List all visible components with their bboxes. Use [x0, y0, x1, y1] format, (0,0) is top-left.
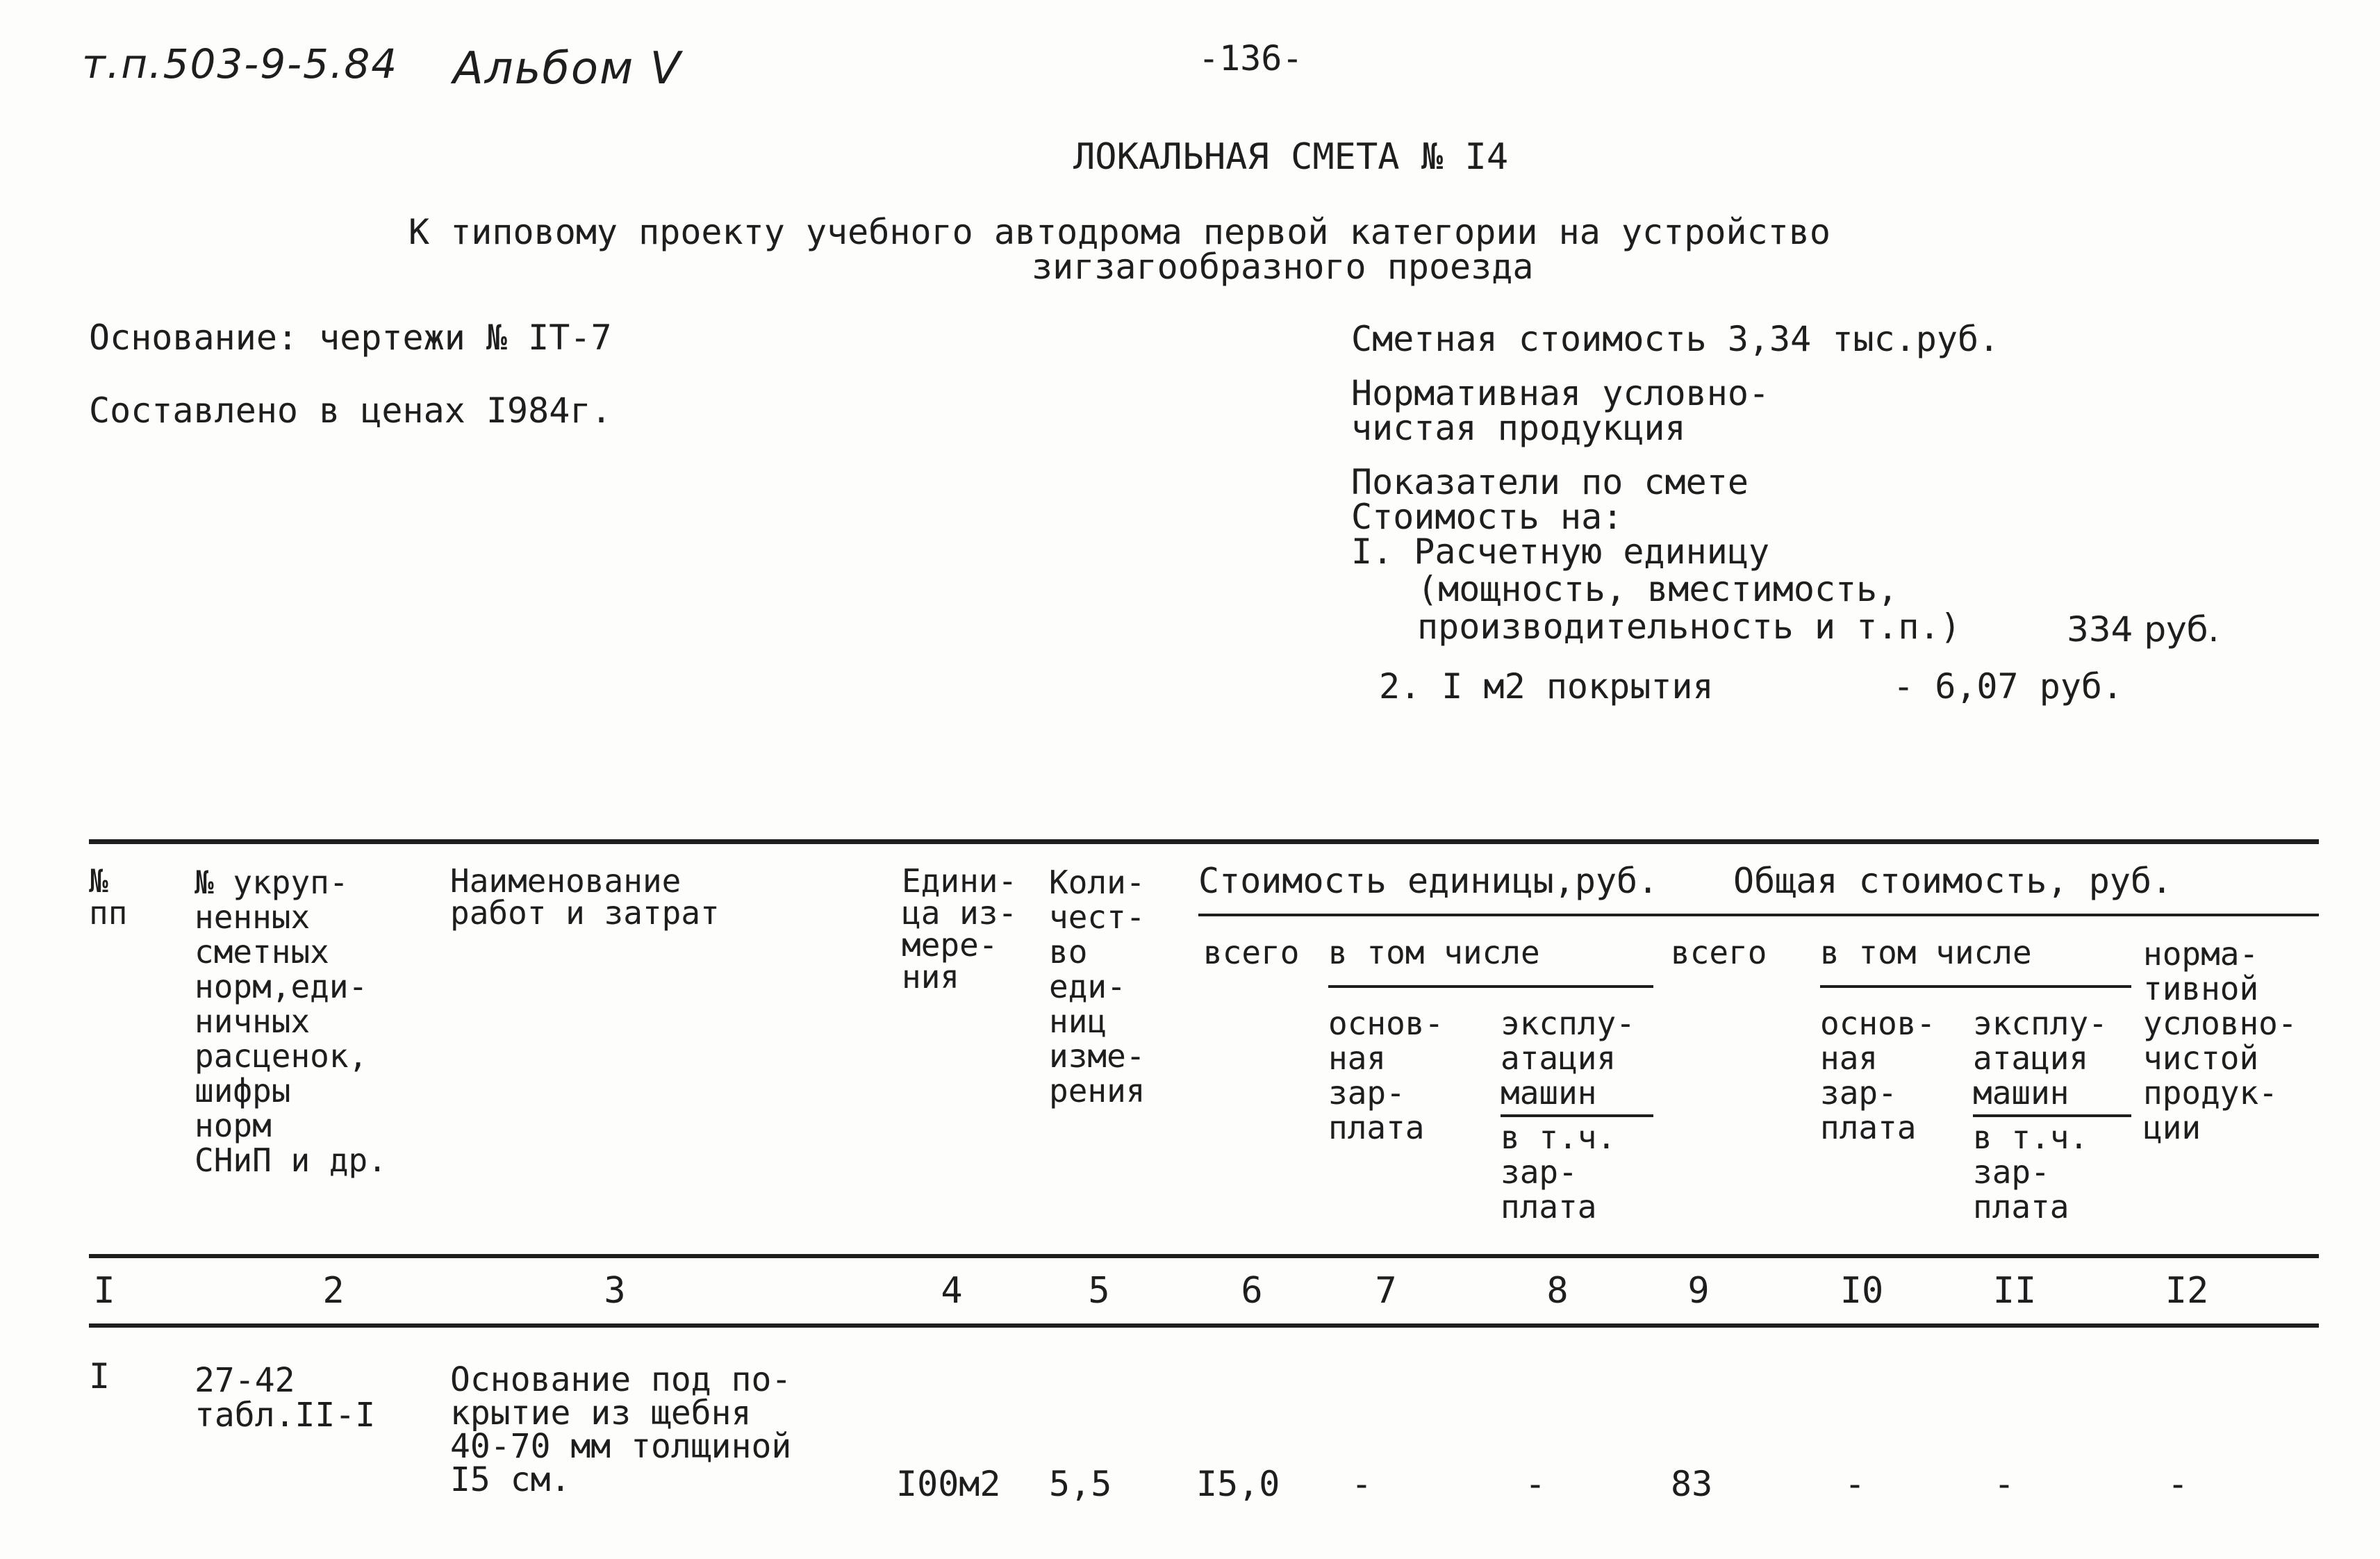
- estimate-title: ЛОКАЛЬНАЯ СМЕТА № I4: [1073, 136, 1509, 178]
- header-unit-total: всего: [1203, 934, 1300, 971]
- column-number: 4: [941, 1270, 963, 1312]
- column-number: 3: [604, 1270, 626, 1312]
- header-unit-cost: Стоимость единицы,руб.: [1198, 861, 1659, 901]
- indicator-1-detail-2: производительность и т.п.): [1417, 607, 1961, 647]
- document-code: т.п.503-9-5.84: [82, 40, 399, 88]
- row-quantity: 5,5: [1049, 1464, 1112, 1504]
- page-number: -136-: [1198, 38, 1303, 79]
- table-top-rule: [89, 839, 2319, 844]
- row-total: 83: [1671, 1464, 1713, 1504]
- album-label: Альбом V: [453, 43, 682, 94]
- row-total-salary: -: [1844, 1464, 1866, 1504]
- indicator-1-label: I. Расчетную единицу: [1351, 531, 1770, 572]
- header-including-a: в том числе: [1328, 934, 1540, 971]
- header-unit-salary: основ- ная зар- плата: [1328, 1005, 1444, 1146]
- prices-year: Составлено в ценах I984г.: [89, 390, 612, 431]
- row-unit: I00м2: [896, 1464, 1001, 1504]
- header-unit-machines: эксплу- атация машин: [1501, 1005, 1635, 1112]
- header-total-all: всего: [1671, 934, 1767, 971]
- subtitle-line-2: зигзагообразного проезда: [1032, 247, 1534, 287]
- header-work-name: Наименование работ и затрат: [450, 862, 720, 932]
- incl-a-underline: [1328, 985, 1653, 988]
- basis-drawings: Основание: чертежи № IТ-7: [89, 317, 612, 358]
- row-work-name: Основание под по- крытие из щебня 40-70 мм толщиной I5 см.: [450, 1360, 792, 1499]
- column-number: I2: [2165, 1270, 2209, 1312]
- row-unit-machines: -: [1525, 1464, 1546, 1504]
- row-total-machines: -: [1994, 1464, 2015, 1504]
- row-total-norm: -: [2167, 1464, 2189, 1504]
- column-number: 8: [1546, 1270, 1569, 1312]
- header-total-machines-salary: в т.ч. зар- плата: [1973, 1119, 2089, 1226]
- column-number: I: [93, 1270, 115, 1312]
- column-number: 5: [1088, 1270, 1110, 1312]
- column-number: I0: [1840, 1270, 1884, 1312]
- column-number: 6: [1241, 1270, 1263, 1312]
- header-total-machines: эксплу- атация машин: [1973, 1005, 2108, 1112]
- normative-product-label-1: Нормативная условно-: [1351, 373, 1770, 413]
- machines-b-underline: [1973, 1114, 2131, 1117]
- machines-a-underline: [1501, 1114, 1653, 1117]
- row-unit-total: I5,0: [1196, 1464, 1280, 1504]
- column-number: 9: [1687, 1270, 1710, 1312]
- row-number: I: [89, 1356, 110, 1396]
- estimated-cost: Сметная стоимость 3,34 тыс.руб.: [1351, 319, 2000, 359]
- column-number: 7: [1375, 1270, 1397, 1312]
- header-total-salary: основ- ная зар- плата: [1820, 1005, 1936, 1146]
- header-unit-machines-salary: в т.ч. зар- плата: [1501, 1119, 1617, 1226]
- row-unit-salary: -: [1351, 1464, 1373, 1504]
- header-row-number: № пп: [89, 862, 128, 932]
- indicator-2-label: 2. I м2 покрытия: [1379, 666, 1714, 707]
- indicator-1-detail-1: (мощность, вместимость,: [1417, 569, 1899, 609]
- unit-cost-underline: [1198, 914, 2319, 916]
- indicator-1-value: 334 руб.: [2067, 609, 2220, 650]
- column-number: 2: [322, 1270, 345, 1312]
- header-including-b: в том числе: [1820, 934, 2032, 971]
- subtitle-line-1: К типовому проекту учебного автодрома первой категории на устройство: [408, 212, 1831, 252]
- header-bottom-rule: [89, 1254, 2319, 1258]
- normative-product-label-2: чистая продукция: [1351, 408, 1686, 448]
- header-unit: Едини- ца из- мере- ния: [902, 862, 1018, 996]
- cost-per-label: Стоимость на:: [1351, 497, 1623, 537]
- indicator-2-value: - 6,07 руб.: [1893, 666, 2124, 707]
- indicators-label: Показатели по смете: [1351, 462, 1749, 502]
- header-normative-product: норма- тивной условно- чистой продук- ции: [2143, 935, 2297, 1146]
- row-norm-code: 27-42 табл.II-I: [195, 1361, 376, 1435]
- header-norm-codes: № укруп- ненных сметных норм,еди- ничных расценок, шифры норм СНиП и др.: [195, 864, 387, 1179]
- column-numbers-rule: [89, 1323, 2319, 1328]
- header-quantity: Коли- чест- во еди- ниц изме- рения: [1049, 864, 1146, 1110]
- incl-b-underline: [1820, 985, 2131, 988]
- header-total-cost: Общая стоимость, руб.: [1733, 861, 2173, 901]
- column-number: II: [1992, 1270, 2037, 1312]
